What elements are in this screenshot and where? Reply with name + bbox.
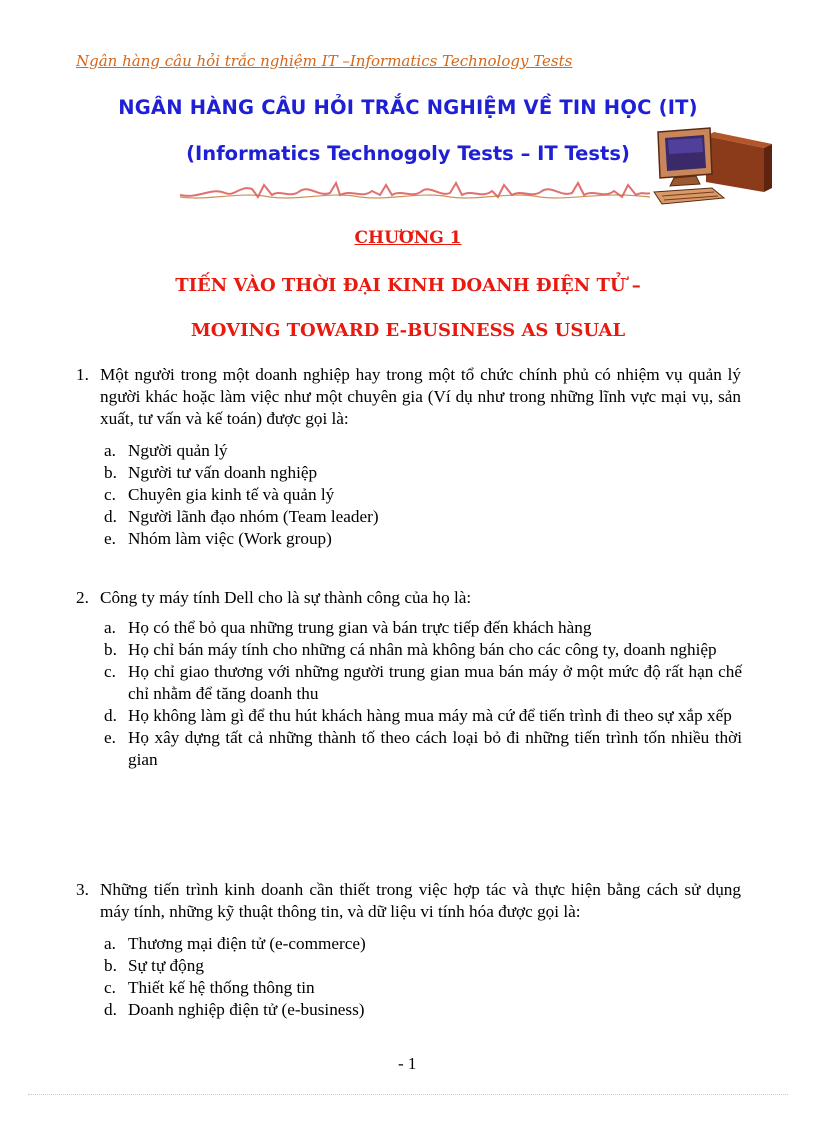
option: [104, 727, 742, 771]
option-text: Họ không làm gì để thu hút khách hàng mua máy mà cứ để tiến trình đi theo sự xắp xếp: [128, 706, 732, 725]
question-text: Một người trong một doanh nghiệp hay trong một tổ chức chính phủ có nhiệm vụ quản lý người khác hoặc làm việc như một chuyên gia (Ví dụ như trong những lĩnh vực mại vụ, sản xuất, tư vấn và kế toán) được gọi là:: [100, 365, 741, 428]
option: [104, 705, 742, 727]
option-letter: c.: [104, 978, 116, 997]
option: [104, 440, 742, 462]
option-letter: c.: [104, 485, 116, 504]
option-text: Họ xây dựng tất cả những thành tố theo cách loại bỏ đi những tiến trình tốn nhiều thời gian: [128, 728, 742, 769]
option-letter: c.: [104, 662, 116, 681]
option-letter: d.: [104, 1000, 117, 1019]
document-title: NGÂN HÀNG CÂU HỎI TRẮC NGHIỆM VỀ TIN HỌC (IT): [118, 96, 698, 119]
question-3: [76, 879, 741, 923]
option: [104, 528, 742, 550]
option: [104, 484, 742, 506]
option: [104, 639, 742, 661]
option-letter: e.: [104, 529, 116, 548]
question-number: 2.: [76, 588, 89, 607]
footer-divider: [28, 1094, 788, 1095]
option-letter: a.: [104, 441, 116, 460]
option-letter: b.: [104, 956, 117, 975]
option: [104, 977, 742, 999]
option-text: Người quản lý: [128, 441, 228, 460]
question-1: [76, 364, 741, 430]
chapter-title-line1: TIẾN VÀO THỜI ĐẠI KINH DOANH ĐIỆN TỬ –: [175, 275, 641, 296]
option-text: Thiết kế hệ thống thông tin: [128, 978, 315, 997]
computer-clipart-icon: [652, 126, 774, 208]
option-letter: d.: [104, 706, 117, 725]
option-letter: a.: [104, 934, 116, 953]
option-text: Người lãnh đạo nhóm (Team leader): [128, 507, 379, 526]
option: [104, 506, 742, 528]
option: [104, 462, 742, 484]
running-header: Ngân hàng câu hỏi trắc nghiệm IT –Informatics Technology Tests: [76, 52, 573, 70]
question-2-options: [104, 617, 742, 771]
decorative-border-icon: [180, 177, 650, 203]
option-letter: e.: [104, 728, 116, 747]
question-text: Công ty máy tính Dell cho là sự thành công của họ là:: [100, 588, 472, 607]
option-text: Họ chỉ bán máy tính cho những cá nhân mà không bán cho các công ty, doanh nghiệp: [128, 640, 717, 659]
question-number: 3.: [76, 880, 89, 899]
option-text: Nhóm làm việc (Work group): [128, 529, 332, 548]
option-text: Họ có thể bỏ qua những trung gian và bán trực tiếp đến khách hàng: [128, 618, 592, 637]
option-text: Người tư vấn doanh nghiệp: [128, 463, 318, 482]
question-3-options: [104, 933, 742, 1021]
question-1-options: [104, 440, 742, 550]
chapter-label: CHƯƠNG 1: [354, 228, 462, 248]
document-subtitle: (Informatics Technogoly Tests – IT Tests): [186, 142, 630, 165]
chapter-title-line2: MOVING TOWARD E-BUSINESS AS USUAL: [190, 320, 626, 341]
option: [104, 955, 742, 977]
option-letter: a.: [104, 618, 116, 637]
option: [104, 661, 742, 705]
option-text: Doanh nghiệp điện tử (e-business): [128, 1000, 365, 1019]
option: [104, 617, 742, 639]
option: [104, 933, 742, 955]
option-text: Sự tự động: [128, 956, 204, 975]
option-text: Họ chỉ giao thương với những người trung gian mua bán máy ở một mức độ rất hạn chế chỉ nhằm để tăng doanh thu: [128, 662, 742, 703]
option-text: Chuyên gia kinh tế và quản lý: [128, 485, 335, 504]
option-text: Thương mại điện tử (e-commerce): [128, 934, 366, 953]
question-2: [76, 587, 741, 609]
option-letter: b.: [104, 463, 117, 482]
option: [104, 999, 742, 1021]
option-letter: d.: [104, 507, 117, 526]
page-number: - 1: [398, 1054, 417, 1073]
question-number: 1.: [76, 365, 89, 384]
option-letter: b.: [104, 640, 117, 659]
question-text: Những tiến trình kinh doanh cần thiết trong việc hợp tác và thực hiện bằng cách sử dụng máy tính, những kỹ thuật thông tin, và dữ liệu vi tính hóa được gọi là:: [100, 880, 741, 921]
